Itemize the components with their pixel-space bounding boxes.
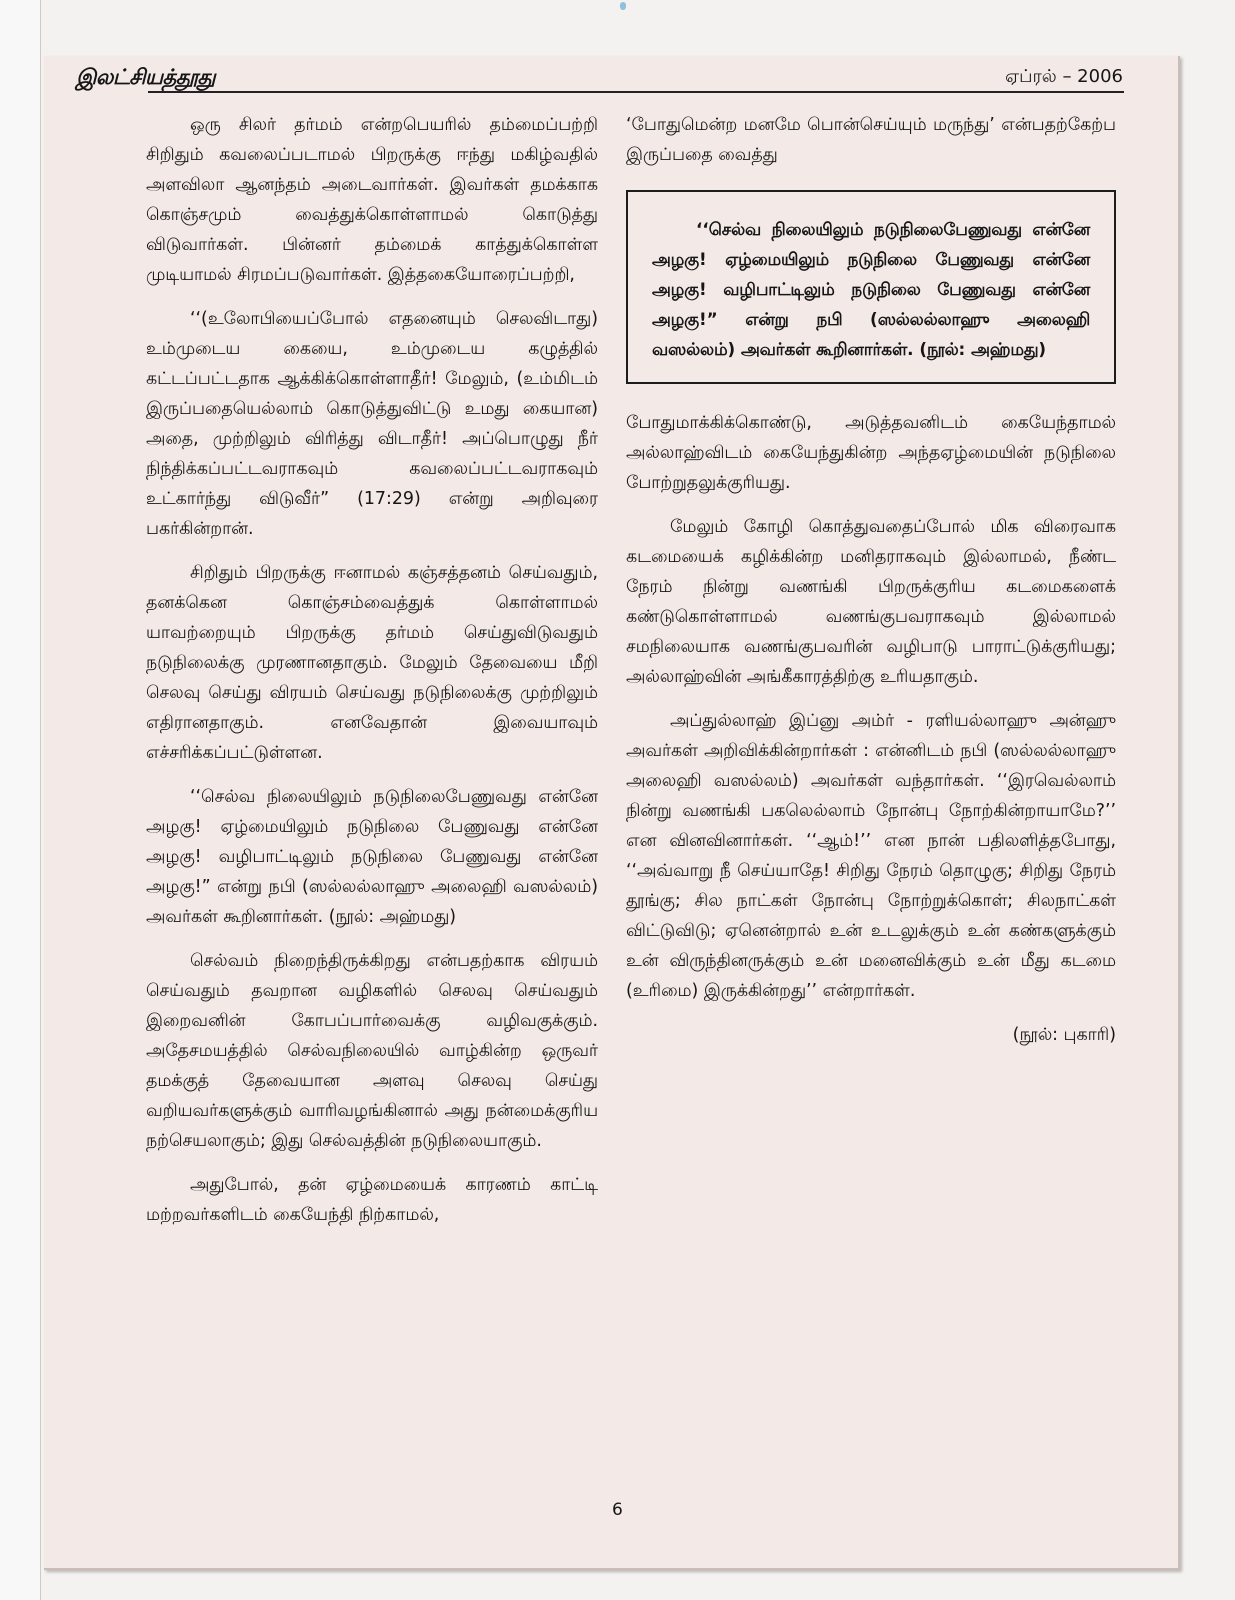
magazine-title: இலட்சியத்தூது <box>76 64 216 89</box>
scan-speck <box>620 2 626 10</box>
continued-lines: ‘போதுமென்ற மனமே பொன்செய்யும் மருந்து’ என்பதற்கேற்ப இருப்பதை வைத்து <box>626 115 1116 165</box>
paragraph: செல்வம் நிறைந்திருக்கிறது என்பதற்காக விரயம் செய்வதும் தவறான வழிகளில் செலவு செய்வதும் இறைவனின் கோபப்பார்வைக்கு வழிவகுக்கும். அதேசமயத்தில் செல்வநிலையில் வாழ்கின்ற ஒருவர் தமக்குத் தேவையான அளவு செலவு செய்து வறியவர்களுக்கும் வாரிவழங்கினால் அது நன்மைக்குரிய நற்செயலாகும்; இது செல்வத்தின் நடுநிலையாகும். <box>146 951 598 1151</box>
paragraph: சிறிதும் பிறருக்கு ஈனாமல் கஞ்சத்தனம் செய்வதும், தனக்கென கொஞ்சம்வைத்துக் கொள்ளாமல் யாவற்றையும் பிறருக்கு தர்மம் செய்துவிடுவதும் நடுநிலைக்கு முரணானதாகும். மேலும் தேவையை மீறி செலவு செய்து விரயம் செய்வது நடுநிலைக்கு முற்றிலும் எதிரானதாகும். எனவேதான் இவையாவும் எச்சரிக்கப்பட்டுள்ளன. <box>146 563 598 763</box>
paragraph: அதுபோல், தன் ஏழ்மையைக் காரணம் காட்டி மற்றவர்களிடம் கையேந்தி நிற்காமல், <box>146 1175 598 1225</box>
right-column <box>626 110 1116 1050</box>
quran-quote-paragraph: ‘‘(உலோபியைப்போல் எதனையும் செலவிடாது) உம்முடைய கையை, உம்முடைய கழுத்தில் கட்டப்பட்டதாக ஆக்கிக்கொள்ளாதீர்! மேலும், (உம்மிடம் இருப்பதையெல்லாம் கொடுத்துவிட்டு உமது கையான) அதை, முற்றிலும் விரித்து விடாதீர்! அப்பொழுது நீர் நிந்திக்கப்பட்டவராகவும் கவலைப்பட்டவராகவும் உட்கார்ந்து விடுவீர்” (17:29) என்று அறிவுரை பகர்கின்றான். <box>146 309 598 539</box>
hadith-quote-paragraph: ‘‘செல்வ நிலையிலும் நடுநிலைபேணுவது என்னே அழகு! ஏழ்மையிலும் நடுநிலை பேணுவது என்னே அழகு! வழிபாட்டிலும் நடுநிலை பேணுவது என்னே அழகு!” என்று நபி (ஸல்லல்லாஹு அலைஹி வஸல்லம்) அவர்கள் கூறினார்கள். (நூல்: அஹ்மது) <box>146 787 598 927</box>
paragraph: ஒரு சிலர் தர்மம் என்றபெயரில் தம்மைப்பற்றி சிறிதும் கவலைப்படாமல் பிறருக்கு ஈந்து மகிழ்வதில் அளவிலா ஆனந்தம் அடைவார்கள். இவர்கள் தமக்காக கொஞ்சமும் வைத்துக்கொள்ளாமல் கொடுத்து விடுவார்கள். பின்னர் தம்மைக் காத்துக்கொள்ள முடியாமல் சிரமப்படுவார்கள். இத்தகையோரைப்பற்றி, <box>146 115 598 285</box>
header-rule <box>148 91 1124 93</box>
hadith-narration-paragraph: அப்துல்லாஹ் இப்னு அம்ர் - ரளியல்லாஹு அன்ஹு அவர்கள் அறிவிக்கின்றார்கள் : என்னிடம் நபி (ஸல்லல்லாஹு அலைஹி வஸல்லம்) அவர்கள் வந்தார்கள். ‘‘இரவெல்லாம் நின்று வணங்கி பகலெல்லாம் நோன்பு நோற்கின்றாயாமே?’’ என வினவினார்கள். ‘‘ஆம்!’’ என நான் பதிலளித்தபோது, ‘‘அவ்வாறு நீ செய்யாதே! சிறிது நேரம் தொழுகு; சிறிது நேரம் தூங்கு; சில நாட்கள் நோன்பு நோற்றுக்கொள்; சிலநாட்கள் விட்டுவிடு; ஏனென்றால் உன் உடலுக்கும் உன் கண்களுக்கும் உன் விருந்தினருக்கும் உன் மனைவிக்கும் உன் மீது கடமை (உரிமை) இருக்கின்றது’’ என்றார்கள். <box>626 711 1116 1001</box>
scanner-margin <box>0 0 41 1600</box>
paragraph: போதுமாக்கிக்கொண்டு, அடுத்தவனிடம் கையேந்தாமல் அல்லாஹ்விடம் கையேந்துகின்ற அந்தஏழ்மையின் நடுநிலை போற்றுதலுக்குரியது. <box>626 413 1116 493</box>
left-column <box>146 110 598 1244</box>
paragraph: மேலும் கோழி கொத்துவதைப்போல் மிக விரைவாக கடமையைக் கழிக்கின்ற மனிதராகவும் இல்லாமல், நீண்ட நேரம் நின்று வணங்கி பிறருக்குரிய கடமைகளைக் கண்டுகொள்ளாமல் வணங்குபவராகவும் இல்லாமல் சமநிலையாக வணங்குபவரின் வழிபாடு பாராட்டுக்குரியது; அல்லாஹ்வின் அங்கீகாரத்திற்கு உரியதாகும். <box>626 517 1116 687</box>
source-citation: (நூல்: புகாரி) <box>1012 1025 1116 1045</box>
boxed-quote <box>626 190 1116 384</box>
boxed-quote-text: ‘‘செல்வ நிலையிலும் நடுநிலைபேணுவது என்னே அழகு! ஏழ்மையிலும் நடுநிலை பேணுவது என்னே அழகு! வழிபாட்டிலும் நடுநிலை பேணுவது என்னே அழகு!” என்று நபி (ஸல்லல்லாஹு அலைஹி வஸல்லம்) அவர்கள் கூறினார்கள். (நூல்: அஹ்மது) <box>652 219 1090 359</box>
issue-date: ஏப்ரல் – 2006 <box>1005 66 1123 87</box>
page-number: 6 <box>612 1500 623 1520</box>
